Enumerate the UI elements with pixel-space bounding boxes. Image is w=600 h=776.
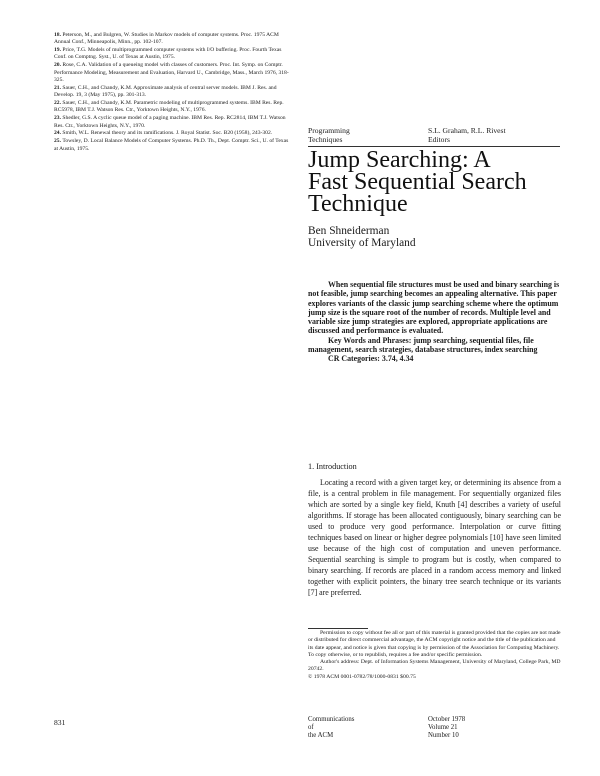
page-number: 831	[54, 718, 66, 727]
intro-paragraph: Locating a record with a given target key, or determining its absence from a file, is a central problem in file management. For sequentially organized files which are sorted by a single key field, Knuth [4] describes a variety of useful algorithms. If storage has been allocated contiguously, binary searching can be used to produce very good performance. Interpolation or curve fitting techniques based on linear or higher degree polynomials [10] have seen limited use because of the high cost of computation and uneven performance. Sequential searching is simple to program but is costly, when compared to binary searching. If records are placed in a random access memory and linked together with explicit pointers, the binary tree search technique or its variants [7] are preferred.	[308, 478, 561, 597]
reference-number: 25.	[54, 138, 61, 145]
journal-line-1: Communications	[308, 716, 355, 723]
footnote-rule	[308, 628, 368, 629]
footnote	[308, 630, 561, 681]
title-line-3: Technique	[308, 191, 408, 217]
intro-text	[308, 478, 561, 598]
reference-number: 24.	[54, 130, 61, 137]
cr-categories: CR Categories: 3.74, 4.34	[328, 354, 414, 364]
reference-text: Smith, W.L. Renewal theory and its ramifications. J. Royal Statist. Soc. B20 (1958), 243-302.	[62, 130, 273, 137]
reference-number: 19.	[54, 47, 61, 54]
abstract	[308, 280, 561, 364]
section-heading: 1. Introduction	[308, 462, 357, 471]
permission-notice: Permission to copy without fee all or part of this material is granted provided that the copies are not made or distributed for direct commercial advantage, the ACM copyright notice and the title of the publication and its date appear, and notice is given that copying is by permission of the Association for Computing Machinery. To copy otherwise, or to republish, requires a fee and/or specific permission.	[308, 630, 561, 658]
editors-role: Editors	[428, 135, 450, 145]
paper-title	[308, 149, 578, 215]
reference-text: Peterson, M., and Bulgren, W. Studies in Markov models of computer systems. Proc. 1975 ACM Annual Conf., Minneapolis, Minn., pp. 102-107.	[54, 32, 279, 46]
author-name: Ben Shneiderman	[308, 225, 390, 237]
department-line-2: Techniques	[308, 135, 343, 145]
copyright-line: © 1978 ACM 0001-0782/78/1000-0831 $00.75	[308, 673, 416, 680]
issue-date: October 1978	[428, 716, 466, 723]
editors-names: S.L. Graham, R.L. Rivest	[428, 126, 506, 135]
author-block	[308, 225, 558, 249]
author-affiliation: University of Maryland	[308, 237, 416, 249]
reference-item	[54, 115, 290, 130]
reference-number: 20.	[54, 62, 61, 69]
journal-line-2: of	[308, 724, 314, 732]
reference-item	[54, 85, 290, 100]
issue-info	[428, 716, 528, 741]
journal-line-3: the ACM	[308, 732, 334, 740]
reference-number: 22.	[54, 100, 61, 107]
section-department	[308, 126, 388, 145]
reference-item	[54, 62, 290, 84]
author-address: Author's address: Dept. of Information Systems Management, University of Maryland, College Park, MD 20742.	[308, 659, 561, 673]
issue-volume: Volume 21	[428, 724, 458, 732]
reference-text: Shedler, G.S. A cyclic queue model of a paging machine. IBM Res. Rep. RC2814, IBM T.J. Watson Res. Ctr., Yorktown Heights, N.Y., 1970.	[54, 115, 286, 129]
reference-list	[54, 32, 290, 154]
reference-number: 18.	[54, 32, 61, 38]
abstract-body: When sequential file structures must be used and binary searching is not feasible, jump searching becomes an appealing alternative. This paper explores variants of the classic jump searching scheme where the optimum jump size is the square root of the number of records. Multiple level and variable size jump strategies are explored, appropriate applications are discussed and performance is evaluated.	[308, 280, 560, 336]
reference-item	[54, 47, 290, 62]
reference-item	[54, 130, 290, 137]
reference-number: 21.	[54, 84, 61, 91]
section-editors	[428, 126, 558, 145]
issue-number: Number 10	[428, 732, 459, 740]
reference-text: Sauer, C.H., and Chandy, K.M. Approximate analysis of central server models. IBM J. Res. and Develop. 19, 3 (May 1975), pp. 301-313.	[54, 84, 277, 99]
reference-text: Towsley, D. Local Balance Models of Computer Systems. Ph.D. Th., Dept. Comptr. Sci., U. of Texas at Austin, 1975.	[54, 138, 289, 152]
department-line-1: Programming	[308, 126, 350, 135]
reference-number: 23.	[54, 115, 61, 122]
reference-item	[54, 100, 290, 115]
title-line-1: Jump Searching: A	[308, 147, 491, 173]
keywords: Key Words and Phrases: jump searching, sequential files, file management, search strategies, database structures, index searching	[308, 335, 538, 355]
reference-item	[54, 138, 290, 153]
reference-text: Price, T.G. Models of multiprogrammed computer systems with I/O buffering. Proc. Fourth Texas Conf. on Comptng. Syst., U. of Texas at Austin, 1975.	[54, 47, 282, 61]
journal-name	[308, 716, 408, 741]
title-line-2: Fast Sequential Search	[308, 169, 527, 195]
reference-text: Sauer, C.H., and Chandy, K.M. Parametric modeling of multiprogrammed systems. IBM Res. Rep. RC5978, IBM T.J. Watson Res. Ctr., Yorktown Heights, N.Y., 1976.	[54, 100, 284, 114]
reference-item	[54, 32, 290, 47]
reference-text: Rose, C.A. Validation of a queueing model with classes of customers. Proc. Int. Symp. on Comptr. Performance Modeling, Measurement and Evaluation, Harvard U., Cambridge, Mass., March 1976, 318-325.	[54, 62, 289, 83]
